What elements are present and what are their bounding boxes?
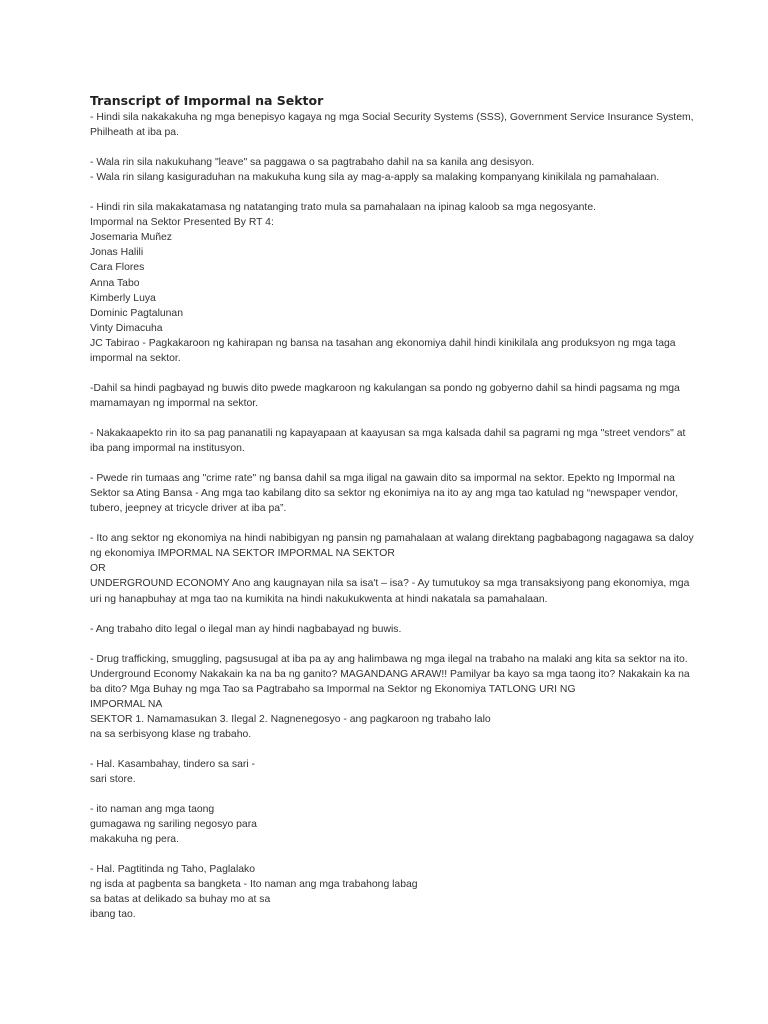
text-line: ba dito? Mga Buhay ng mga Tao sa Pagtrabaho sa Impormal na Sektor ng Ekonomiya TATLONG URI NG — [90, 683, 576, 695]
text-line: mamamayan ng impormal na sektor. — [90, 397, 259, 409]
text-line: - Drug trafficking, smuggling, pagsusugal at iba pa ay ang halimbawa ng mga ilegal na trabaho na malaki ang kita sa sektor na ito. — [90, 653, 688, 665]
text-line: - Ito ang sektor ng ekonomiya na hindi nabibigyan ng pansin ng pamahalaan at walang direktang pagbabagong nagagawa sa daloy — [90, 533, 694, 545]
text-line: Dominic Pagtalunan — [90, 307, 183, 319]
text-line: Kimberly Luya — [90, 292, 156, 304]
text-line: - Nakakaapekto rin ito sa pag pananatili ng kapayapaan at kaayusan sa mga kalsada dahil sa pagrami ng mga "street vendors" at — [90, 427, 686, 439]
text-line: IMPORMAL NA — [90, 698, 163, 710]
text-line: Cara Flores — [90, 262, 145, 274]
text-line: Philheath at iba pa. — [90, 127, 179, 139]
text-line: Jonas Halili — [90, 247, 144, 259]
text-line: - ito naman ang mga taong — [90, 804, 215, 816]
text-line: Josemaria Muñez — [90, 232, 173, 244]
text-line: tubero, jeepney at tricycle driver at iba pa”. — [90, 503, 287, 515]
text-line: makakuha ng pera. — [90, 834, 179, 846]
text-line: Impormal na Sektor Presented By RT 4: — [90, 217, 274, 229]
text-line: - Hindi rin sila makakatamasa ng natatanging trato mula sa pamahalaan na ipinag kaloob sa mga negosyante. — [90, 202, 596, 214]
blank-line — [90, 637, 690, 652]
document-page — [90, 92, 694, 923]
blank-line — [90, 456, 690, 471]
blank-line — [90, 140, 690, 155]
text-line: - Hal. Kasambahay, tindero sa sari - — [90, 759, 255, 771]
blank-line — [90, 787, 690, 802]
text-line: - Hal. Pagtitinda ng Taho, Paglalako — [90, 864, 256, 876]
text-line: gumagawa ng sariling negosyo para — [90, 819, 257, 831]
text-line: uri ng hanapbuhay at mga tao na kumikita na hindi nakukukwenta at hindi nakatala sa pamahalaan. — [90, 593, 548, 605]
text-line: JC Tabirao - Pagkakaroon ng kahirapan ng bansa na tasahan ang ekonomiya dahil hindi kinikilala ang produksyon ng mga taga — [90, 337, 676, 349]
text-line: Anna Tabo — [90, 277, 140, 289]
text-line: UNDERGROUND ECONOMY Ano ang kaugnayan nila sa isa't – isa? - Ay tumutukoy sa mga transaksiyong pang ekonomiya, mga — [90, 578, 690, 590]
text-line: -Dahil sa hindi pagbayad ng buwis dito pwede magkaroon ng kakulangan sa pondo ng gobyerno dahil sa hindi pagsama ng mga — [90, 382, 680, 394]
text-line: iba pang impormal na institusyon. — [90, 443, 245, 455]
text-line: na sa serbisyong klase ng trabaho. — [90, 728, 252, 740]
text-line: ng isda at pagbenta sa bangketa - Ito naman ang mga trabahong labag — [90, 879, 418, 891]
blank-line — [90, 185, 690, 200]
text-line: - Wala rin silang kasiguraduhan na makukuha kung sila ay mag-a-apply sa malaking kompanyang kinikilala ng pamahalaan. — [90, 172, 660, 184]
text-line: - Pwede rin tumaas ang "crime rate" ng bansa dahil sa mga iligal na gawain dito sa impormal na sektor. Epekto ng Impormal na — [90, 473, 675, 485]
text-line: ibang tao. — [90, 909, 136, 921]
blank-line — [90, 742, 690, 757]
text-line: impormal na sektor. — [90, 352, 181, 364]
blank-line — [90, 607, 690, 622]
blank-line — [90, 366, 690, 381]
document-body — [90, 110, 694, 923]
text-line: sa batas at delikado sa buhay mo at sa — [90, 894, 271, 906]
document-title: Transcript of Impormal na Sektor — [90, 93, 324, 108]
blank-line — [90, 847, 690, 862]
text-line: OR — [90, 563, 106, 575]
text-line: sari store. — [90, 774, 136, 786]
text-line: Sektor sa Ating Bansa - Ang mga tao kabilang dito sa sektor ng ekonimiya na ito ay ang mga tao katulad ng “newspaper vendor, — [90, 488, 679, 500]
text-line: SEKTOR 1. Namamasukan 3. Ilegal 2. Nagnenegosyo - ang pagkaroon ng trabaho lalo — [90, 713, 491, 725]
text-line: ng ekonomiya IMPORMAL NA SEKTOR IMPORMAL NA SEKTOR — [90, 548, 395, 560]
blank-line — [90, 411, 690, 426]
text-line: - Ang trabaho dito legal o ilegal man ay hindi nagbabayad ng buwis. — [90, 623, 402, 635]
text-line: Vinty Dimacuha — [90, 322, 163, 334]
text-line: - Hindi sila nakakakuha ng mga benepisyo kagaya ng mga Social Security Systems (SSS), Government Service Insurance System, — [90, 112, 694, 123]
text-line: - Wala rin sila nakukuhang "leave" sa paggawa o sa pagtrabaho dahil na sa kanila ang desisyon. — [90, 157, 535, 169]
blank-line — [90, 516, 690, 531]
text-line: Underground Economy Nakakain ka na ba ng ganito? MAGANDANG ARAW!! Pamilyar ba kayo sa mga taong ito? Nakakain ka na — [90, 668, 690, 680]
